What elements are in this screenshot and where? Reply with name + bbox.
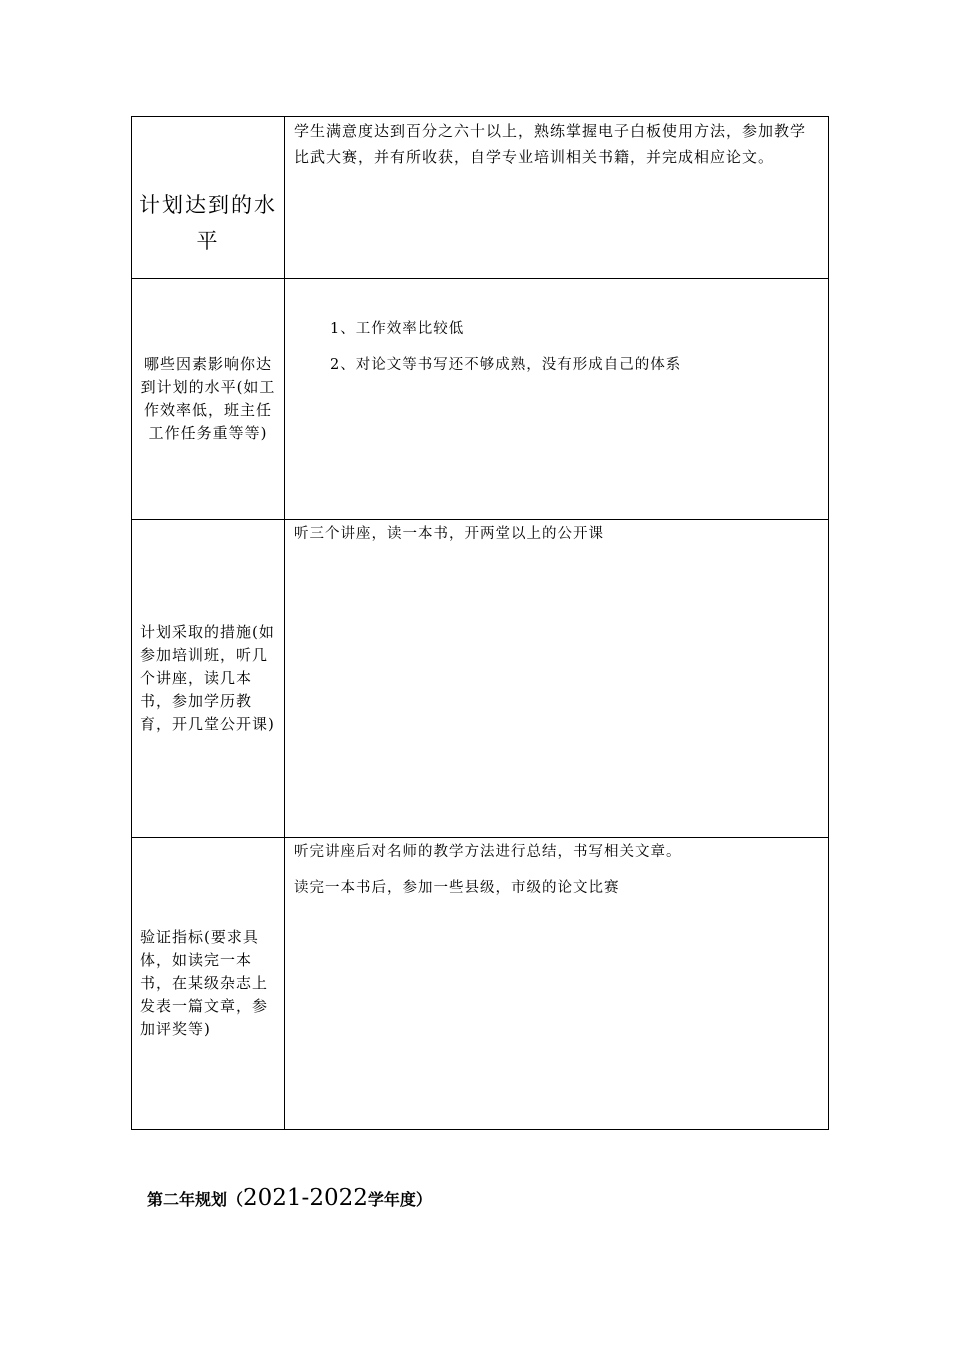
row-label: 验证指标(要求具体，如读完一本书，在某级杂志上发表一篇文章，参加评奖等) [132,838,285,1130]
row-label: 哪些因素影响你达到计划的水平(如工作效率低，班主任工作任务重等等) [132,279,285,520]
table-row [132,838,829,1130]
row-content [285,117,829,279]
plan-table [131,116,829,1130]
row-content [285,520,829,838]
content-line: 读完一本书后，参加一些县级，市级的论文比赛 [294,880,620,896]
table-row [132,117,829,279]
row-content [285,279,829,520]
content-line: 听三个讲座，读一本书，开两堂以上的公开课 [294,526,604,542]
content-line: 2、对论文等书写还不够成熟，没有形成自己的体系 [330,357,682,373]
content-line: 1、工作效率比较低 [330,321,465,337]
row-label: 计划采取的措施(如参加培训班，听几个讲座，读几本书，参加学历教育，开几堂公开课) [132,520,285,838]
content-line: 听完讲座后对名师的教学方法进行总结，书写相关文章。 [294,844,682,860]
section-heading [147,1183,432,1215]
heading-years: 2021-2022 [243,1185,368,1211]
table-row [132,279,829,520]
content-line: 学生满意度达到百分之六十以上，熟练掌握电子白板使用方法，参加教学比武大赛，并有所收获，自学专业培训相关书籍，并完成相应论文。 [294,122,807,166]
heading-suffix: 学年度） [367,1190,432,1209]
row-label: 计划达到的水平 [132,117,285,279]
table-row [132,520,829,838]
heading-prefix: 第二年规划（ [147,1190,244,1209]
row-content [285,838,829,1130]
